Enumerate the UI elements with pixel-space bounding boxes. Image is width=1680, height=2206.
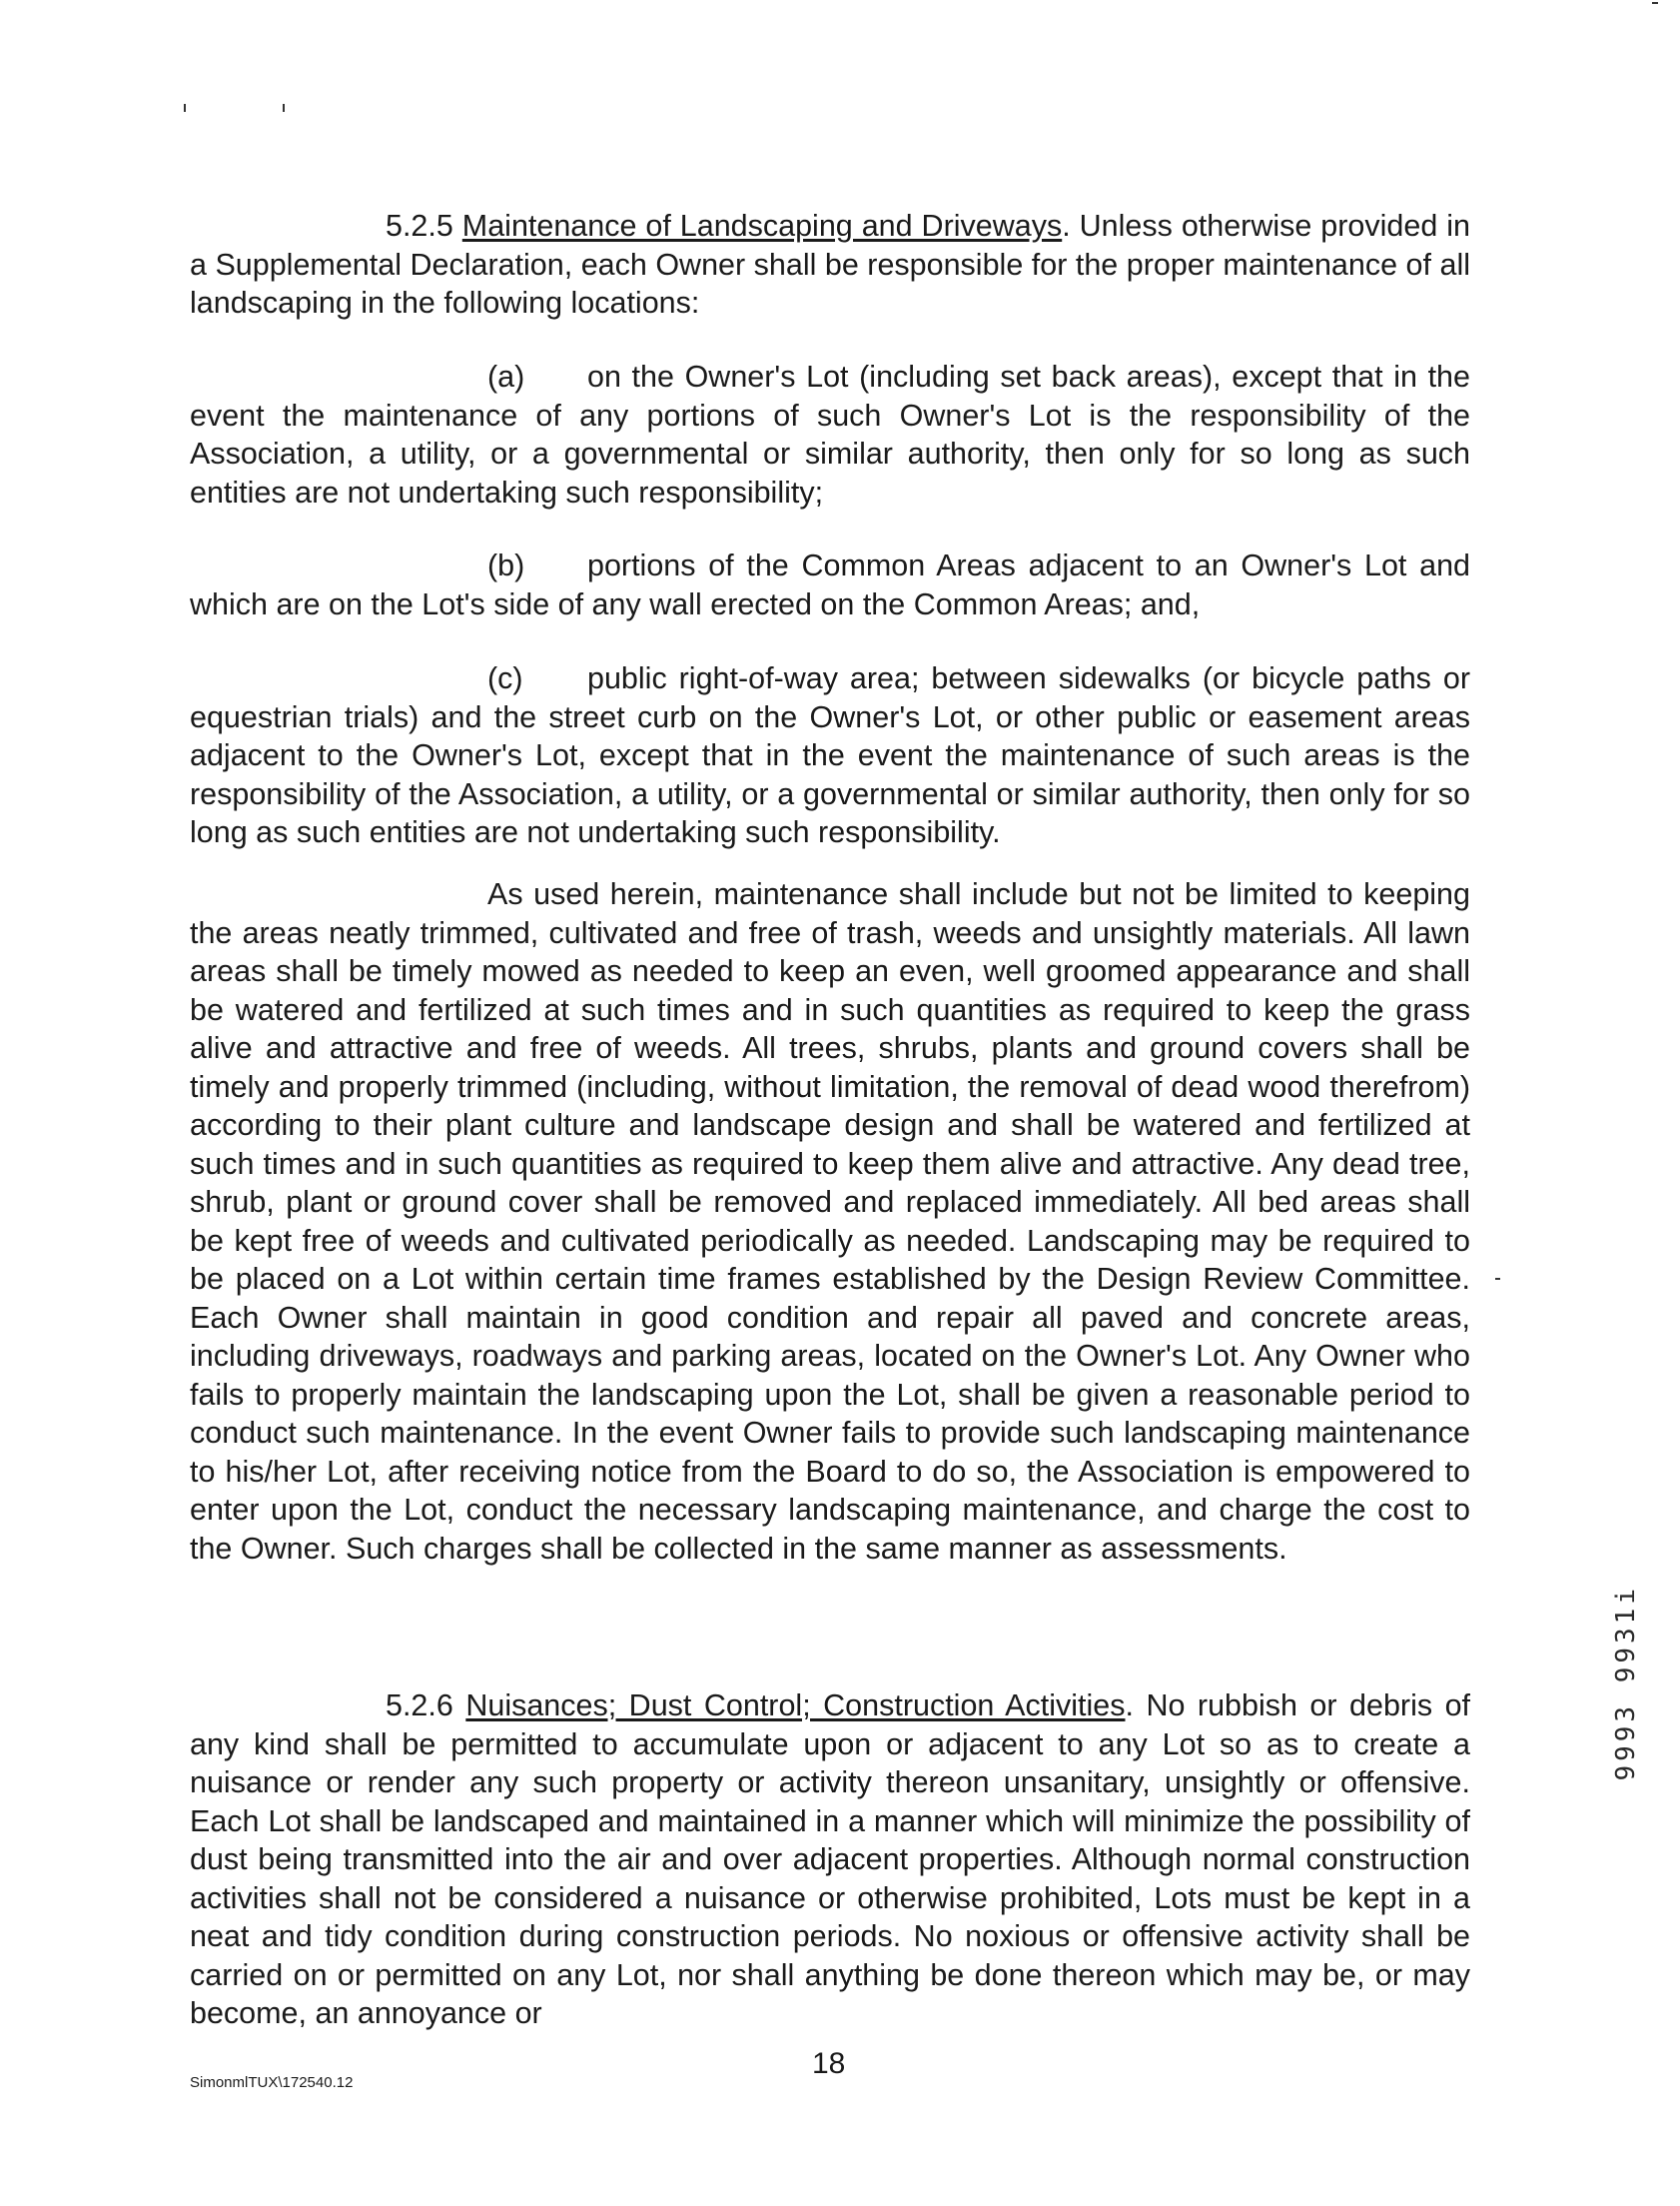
list-item-a bbox=[190, 358, 1470, 512]
section-5-2-6-number: 5.2.6 bbox=[386, 1688, 466, 1722]
section-5-2-6-heading: Nuisances; Dust Control; Construction Activities bbox=[465, 1688, 1126, 1722]
list-item-label: (c) bbox=[487, 661, 523, 695]
list-item-c bbox=[190, 659, 1470, 852]
scan-mark bbox=[283, 104, 285, 112]
scan-mark bbox=[184, 104, 186, 112]
list-item-text: portions of the Common Areas adjacent to an Owner's Lot and which are on the Lot's side of any wall erected on the Common Areas; and, bbox=[190, 549, 1470, 621]
section-5-2-5-paragraph bbox=[190, 207, 1470, 323]
maintenance-paragraph: As used herein, maintenance shall include but not be limited to keeping the areas neatly trimmed, cultivated and free of trash, weeds and unsightly materials. All lawn areas shall be timely mowed as needed to keep an even, well groomed appearance and shall be watered and fertilized at such times and in such quantities as required to keep the grass alive and attractive and free of weeds. All trees, shrubs, plants and ground covers shall be timely and properly trimmed (including, without limitation, the removal of dead wood therefrom) according to their plant culture and landscape design and shall be watered and fertilized at such times and in such quantities as required to keep them alive and attractive. Any dead tree, shrub, plant or ground cover shall be removed and replaced immediately. All bed areas shall be kept free of weeds and cultivated periodically as needed. Landscaping may be required to be placed on a Lot within certain time frames established by the Design Review Committee. Each Owner shall maintain in good condition and repair all paved and concrete areas, including driveways, roadways and parking areas, located on the Owner's Lot. Any Owner who fails to properly maintain the landscaping upon the Lot, shall be given a reasonable period to conduct such maintenance. In the event Owner fails to provide such landscaping maintenance to his/her Lot, after receiving notice from the Board to do so, the Association is empowered to enter upon the Lot, conduct the necessary landscaping maintenance, and charge the cost to the Owner. Such charges shall be collected in the same manner as assessments. bbox=[190, 877, 1470, 1566]
section-5-2-6-text: . No rubbish or debris of any kind shall be permitted to accumulate upon or adjacent to any Lot so as to create a nuisance or render any such property or activity thereon unsanitary, unsightly or offensive. Each Lot shall be landscaped and maintained in a manner which will minimize the possibility of dust being transmitted into the air and over adjacent properties. Although normal construction activities shall not be considered a nuisance or otherwise prohibited, Lots must be kept in a neat and tidy condition during construction periods. No noxious or offensive activity shall be carried on or permitted on any Lot, nor shall anything be done thereon which may be, or may become, an annoyance or bbox=[190, 1688, 1471, 2030]
list-item-text: public right-of-way area; between sidewalks (or bicycle paths or equestrian trials) and the street curb on the Owner's Lot, or other public or easement areas adjacent to the Owner's Lot, except that in the event the maintenance of such areas is the responsibility of the Association, a utility, or a governmental or similar authority, then only for so long as such entities are not undertaking such responsibility. bbox=[190, 661, 1470, 849]
scan-mark bbox=[1652, 2, 1658, 4]
list-item-label: (a) bbox=[487, 360, 525, 394]
section-5-2-5-text: . Unless otherwise provided in a Supplemental Declaration, each Owner shall be responsible for the proper maintenance of all landscaping in the following locations: bbox=[190, 209, 1470, 320]
footer-document-id: SimonmlTUX\172540.12 bbox=[190, 2074, 354, 2091]
scan-mark bbox=[1495, 1278, 1500, 1280]
page-number: 18 bbox=[812, 2047, 846, 2080]
list-item-label: (b) bbox=[487, 549, 525, 582]
section-5-2-5-number: 5.2.5 bbox=[386, 209, 462, 243]
section-5-2-6-paragraph bbox=[190, 1686, 1470, 2033]
list-item-text: on the Owner's Lot (including set back areas), except that in the event the maintenance of any portions of such Owner's Lot is the responsibility of the Association, a utility, or a governmental or similar authority, then only for so long as such entities are not undertaking such responsibility; bbox=[190, 360, 1470, 510]
list-item-b bbox=[190, 547, 1470, 623]
margin-recording-stamp: 9993 9931i bbox=[1611, 1585, 1641, 1781]
section-5-2-5-heading: Maintenance of Landscaping and Driveways bbox=[461, 209, 1063, 243]
